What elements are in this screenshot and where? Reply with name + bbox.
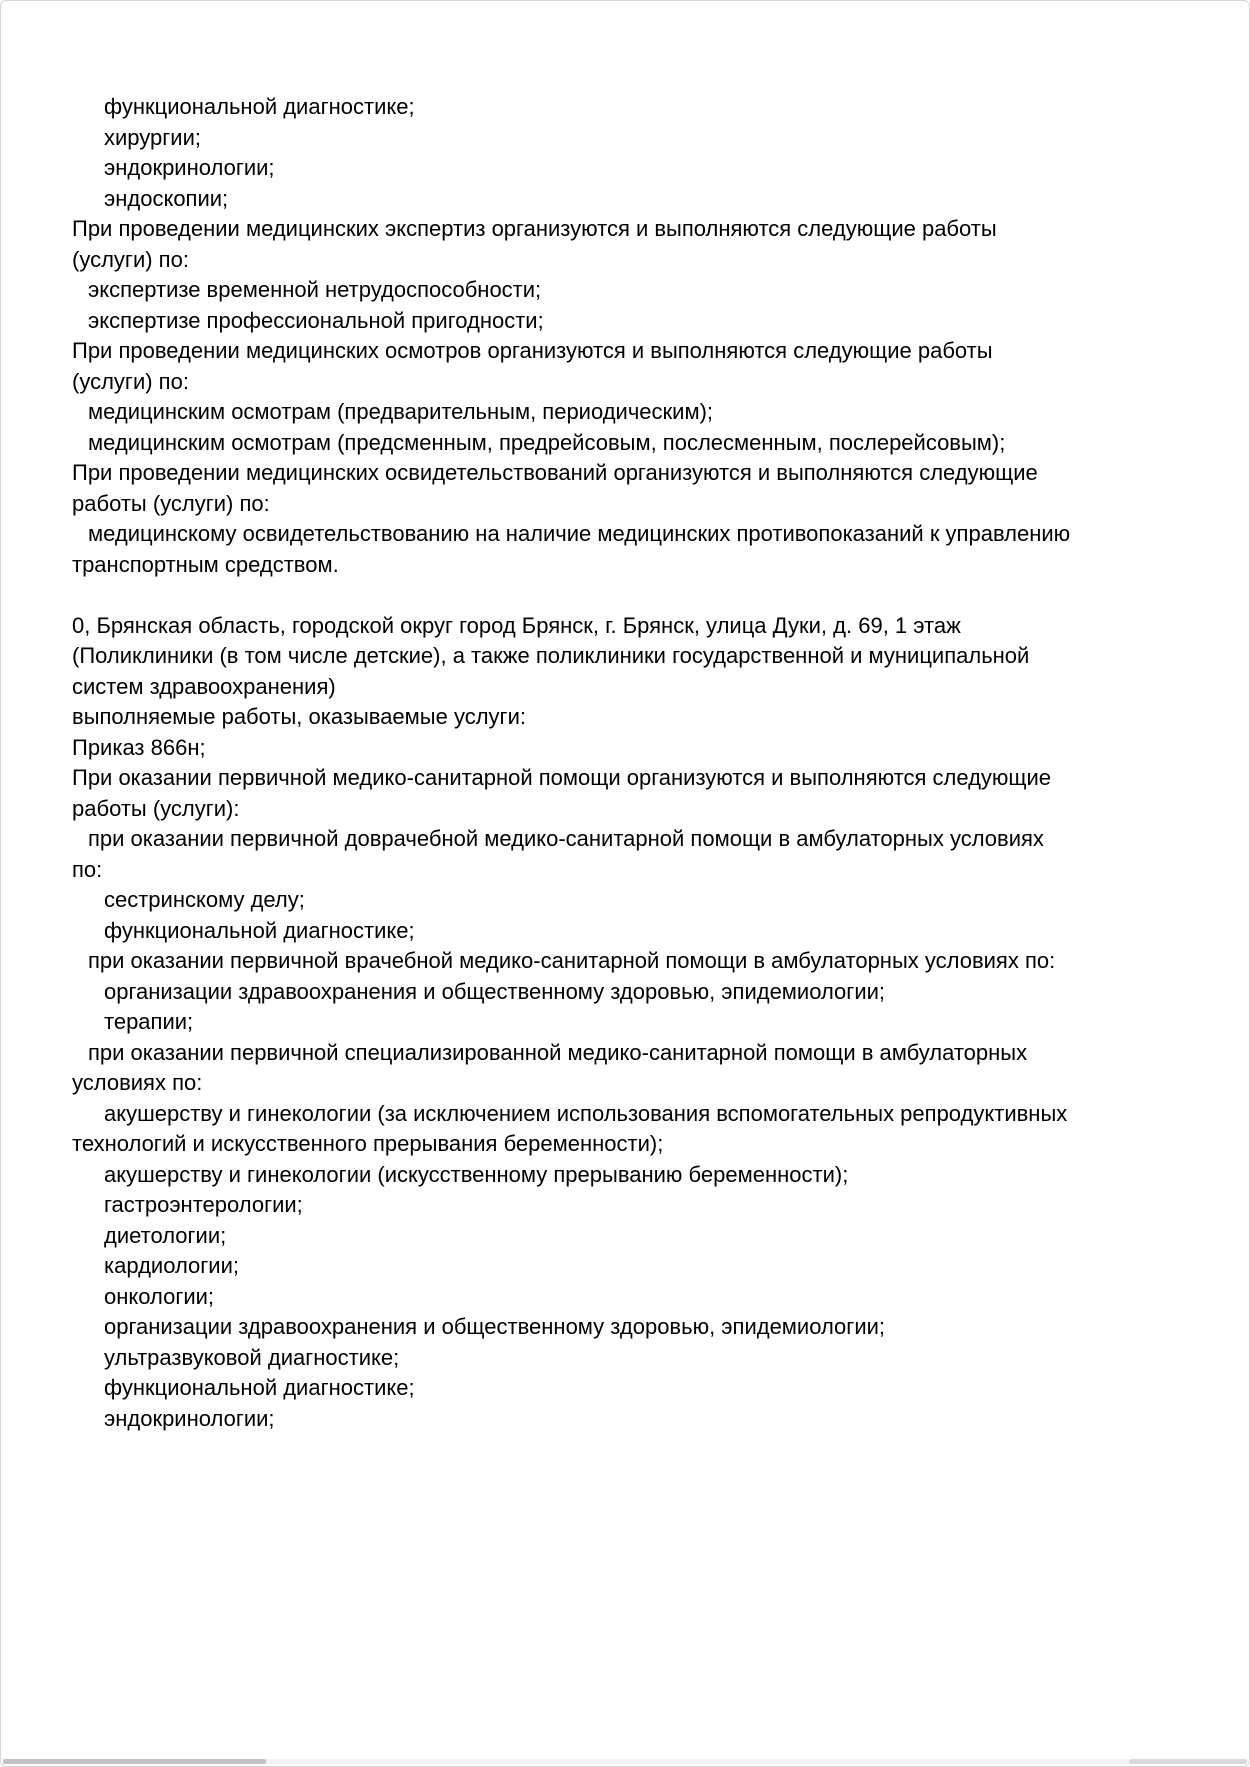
text-line: при оказании первичной врачебной медико-санитарной помощи в амбулаторных условиях по: bbox=[88, 948, 1056, 973]
horizontal-scrollbar[interactable] bbox=[3, 1759, 1247, 1764]
text-line: эндоскопии; bbox=[104, 185, 229, 211]
text-line: (услуги) по: bbox=[72, 246, 189, 272]
text-line: функциональной диагностике; bbox=[104, 1375, 415, 1400]
document-text bbox=[1, 1, 1249, 1434]
text-line: работы (услуги): bbox=[72, 795, 240, 821]
text-line: функциональной диагностике; bbox=[104, 917, 415, 943]
text-line: условиях по: bbox=[72, 1070, 203, 1095]
text-line: технологий и искусственного прерывания беременности); bbox=[72, 1131, 664, 1156]
text-line: При проведении медицинских осмотров организуются и выполняются следующие работы bbox=[72, 338, 993, 363]
text-line: Приказ 866н; bbox=[72, 734, 206, 760]
text-line: медицинским осмотрам (предсменным, предрейсовым, послесменным, послерейсовым); bbox=[88, 429, 1006, 455]
text-line: сестринскому делу; bbox=[104, 887, 305, 912]
text-line: экспертизе профессиональной пригодности; bbox=[88, 307, 544, 333]
text-line: кардиологии; bbox=[104, 1253, 239, 1278]
text-line: медицинскому освидетельствованию на наличие медицинских противопоказаний к управлению bbox=[88, 521, 1071, 546]
text-line: организации здравоохранения и общественному здоровью, эпидемиологии; bbox=[104, 1314, 886, 1339]
text-line: экспертизе временной нетрудоспособности; bbox=[88, 277, 542, 302]
text-line: работы (услуги) по: bbox=[72, 490, 270, 516]
text-line: организации здравоохранения и общественному здоровью, эпидемиологии; bbox=[104, 978, 886, 1004]
text-line: при оказании первичной доврачебной медико-санитарной помощи в амбулаторных условиях bbox=[88, 826, 1044, 851]
text-line: выполняемые работы, оказываемые услуги: bbox=[72, 704, 526, 729]
text-line: эндокринологии; bbox=[104, 155, 275, 180]
text-line: гастроэнтерологии; bbox=[104, 1192, 303, 1217]
text-line: диетологии; bbox=[104, 1222, 227, 1248]
text-line: терапии; bbox=[104, 1009, 194, 1034]
text-line: систем здравоохранения) bbox=[72, 673, 336, 699]
text-line: по: bbox=[72, 856, 103, 882]
text-line: ультразвуковой диагностике; bbox=[104, 1344, 400, 1370]
text-line: эндокринологии; bbox=[104, 1405, 275, 1431]
text-line: (Поликлиники (в том числе детские), а также поликлиники государственной и муниципальной bbox=[72, 643, 1030, 668]
text-line: транспортным средством. bbox=[72, 551, 339, 577]
text-line: медицинским осмотрам (предварительным, периодическим); bbox=[88, 399, 714, 424]
text-line: При проведении медицинских освидетельствований организуются и выполняются следующие bbox=[72, 460, 1038, 485]
horizontal-scrollbar-right-segment bbox=[1129, 1759, 1247, 1764]
text-line: акушерству и гинекологии (за исключением использования вспомогательных репродуктивных bbox=[104, 1100, 1068, 1126]
horizontal-scrollbar-thumb[interactable] bbox=[3, 1759, 266, 1764]
text-line: (услуги) по: bbox=[72, 368, 189, 394]
text-line: при оказании первичной специализированной медико-санитарной помощи в амбулаторных bbox=[88, 1039, 1028, 1065]
text-line: хирургии; bbox=[104, 124, 201, 150]
text-line: При оказании первичной медико-санитарной помощи организуются и выполняются следующие bbox=[72, 765, 1052, 790]
text-line: При проведении медицинских экспертиз организуются и выполняются следующие работы bbox=[72, 216, 997, 241]
text-line: функциональной диагностике; bbox=[104, 94, 415, 119]
text-line: 0, Брянская область, городской округ город Брянск, г. Брянск, улица Дуки, д. 69, 1 этаж bbox=[72, 612, 961, 638]
text-line bbox=[72, 580, 1241, 611]
text-line: онкологии; bbox=[104, 1283, 215, 1309]
text-line: акушерству и гинекологии (искусственному прерыванию беременности); bbox=[104, 1161, 849, 1187]
